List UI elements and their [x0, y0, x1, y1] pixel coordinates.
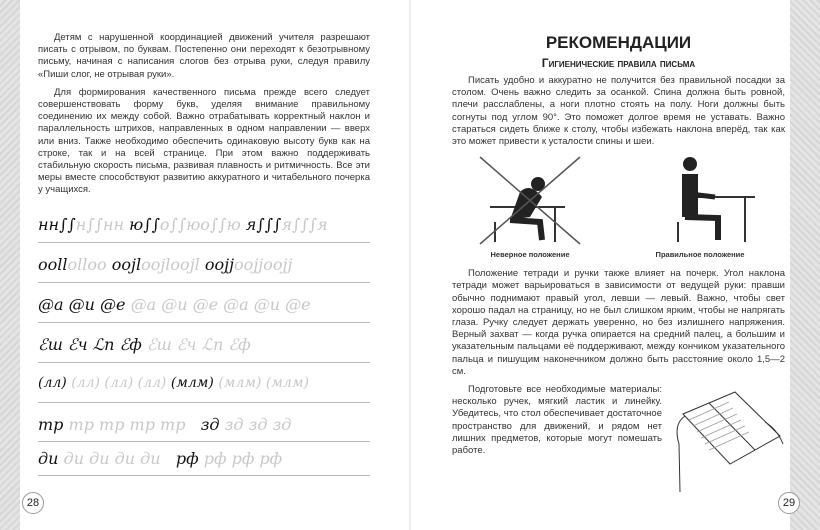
- handwriting-row: [38, 243, 370, 283]
- page-title: РЕКОМЕНДАЦИИ: [545, 33, 692, 52]
- sample-light: ℰш ℰч ℒn ℰф: [146, 334, 251, 354]
- left-paragraph-1: Детям с нарушенной координацией движений учителя разрешают писать с отрывом, по буквам. Постепенно они переходят к безотрывному письму, начиная с написания слогов без отрыва руки, следуя правилу «Пиши слог, не отрывая руки».: [38, 32, 370, 80]
- sample-light: н∫∫нн: [75, 214, 125, 234]
- sample-dark: тр: [38, 414, 64, 434]
- left-page-content: [38, 32, 370, 477]
- book-spine: [409, 0, 411, 530]
- handwriting-practice: [38, 203, 370, 477]
- sample-light: зд зд зд: [224, 414, 292, 434]
- right-paragraph-1: Писать удобно и аккуратно не получится без правильной посадки за столом. Очень важно следить за осанкой. Спина должна быть ровной, плечи расслаблены, а ноги плотно стоять на полу. Ноги должны быть согнуты под углом 90°. Это поможет долгое время не уставать. Важно стараться сидеть ближе к столу, чтобы избежать наклона вперёд, так как это может привести к усталости спины и шеи.: [452, 75, 785, 148]
- left-paragraph-2: Для формирования качественного письма прежде всего следует совершенствовать форму букв, уделяя внимание правильному соединению их между собой. Важно отрабатывать корректный наклон и параллельность штрихов, направленных в одном направлении — вверх или вниз. Также необходимо обеспечить одинаковую высоту букв как на строке, так и на всей странице. При этом важно поддерживать стабильную скорость письма, развивая плавность и ритмичность. Все эти меры вместе способствуют развитию аккуратного и читабельного почерка у учащихся.: [38, 86, 370, 196]
- sample-light: olloo: [67, 254, 107, 274]
- sample-dark: зд: [200, 414, 220, 434]
- page-margin-pattern-right: [790, 0, 820, 530]
- caption-correct-posture: Правильное положение: [655, 250, 745, 260]
- sample-dark: я∫∫∫: [245, 214, 282, 234]
- sample-dark: ooјј: [204, 254, 235, 274]
- sample-light: я∫∫∫я: [281, 214, 328, 234]
- handwriting-row: [38, 323, 370, 363]
- handwriting-row: [38, 203, 370, 243]
- sample-light: ooјјooјј: [234, 254, 293, 274]
- right-paragraph-3: Подготовьте все необходимые материалы: несколько ручек, мягкий ластик и линейку. Убедитесь, что стол обеспечивает достаточное пространство для движений, и рядом нет лишних предметов, которые могут помешать работе.: [452, 384, 662, 457]
- page-margin-pattern-left: [0, 0, 20, 530]
- sample-dark: (лл): [38, 374, 67, 391]
- sample-light: (лл) (лл) (лл): [71, 374, 167, 391]
- section-subtitle: Гигиенические правила письма: [541, 56, 696, 70]
- sample-dark: нн∫∫: [38, 214, 76, 234]
- sample-light: рф рф рф: [203, 448, 283, 468]
- page-number-right: 29: [778, 492, 800, 514]
- page-number-left: 28: [22, 492, 44, 514]
- sample-light: о∫∫юо∫∫ю: [159, 214, 241, 234]
- sample-dark: ю∫∫: [129, 214, 160, 234]
- sample-dark: (млм): [170, 374, 214, 391]
- correct-posture-illustration: [640, 152, 760, 247]
- materials-section: [452, 384, 785, 494]
- caption-wrong-posture: Неверное положение: [490, 250, 570, 260]
- sample-dark: ди: [38, 448, 59, 468]
- sample-light: oojloojl: [141, 254, 200, 274]
- posture-figures: [452, 152, 785, 264]
- sample-dark: @a @u @e: [38, 294, 126, 314]
- sample-light: @a @u @e @a @u @e: [130, 294, 311, 314]
- sample-light: тр тр тр тр: [68, 414, 186, 434]
- handwriting-row: [38, 283, 370, 323]
- sample-dark: рф: [175, 448, 199, 468]
- sample-dark: ℰш ℰч ℒn ℰф: [38, 334, 142, 354]
- sample-light: ди ди ди ди: [63, 448, 161, 468]
- right-paragraph-2: Положение тетради и ручки также влияет на почерк. Угол наклона тетради может варьироваться в зависимости от ведущей руки: правши обычно поднимают правый угол, левши — левый. Важно, чтобы свет хорошо падал на страницу, но не был слишком ярким, чтобы не напрягать глаза. Ручку следует держать уверенно, но без излишнего напряжения. Верный захват — когда ручка опирается на средний палец, а большим и указательным пальцами её поддерживают, между кончиком указательного пальца и пишущим наконечником должно быть расстояние около 1,5—2 см.: [452, 268, 785, 377]
- notebook-hands-illustration: [665, 384, 785, 494]
- sample-dark: oojl: [111, 254, 142, 274]
- right-page-content: [452, 32, 785, 494]
- wrong-posture-illustration: [470, 152, 590, 247]
- handwriting-row: [38, 363, 370, 403]
- sample-light: (млм) (млм): [218, 374, 309, 391]
- handwriting-row: [38, 403, 370, 477]
- sample-dark: ooll: [38, 254, 68, 274]
